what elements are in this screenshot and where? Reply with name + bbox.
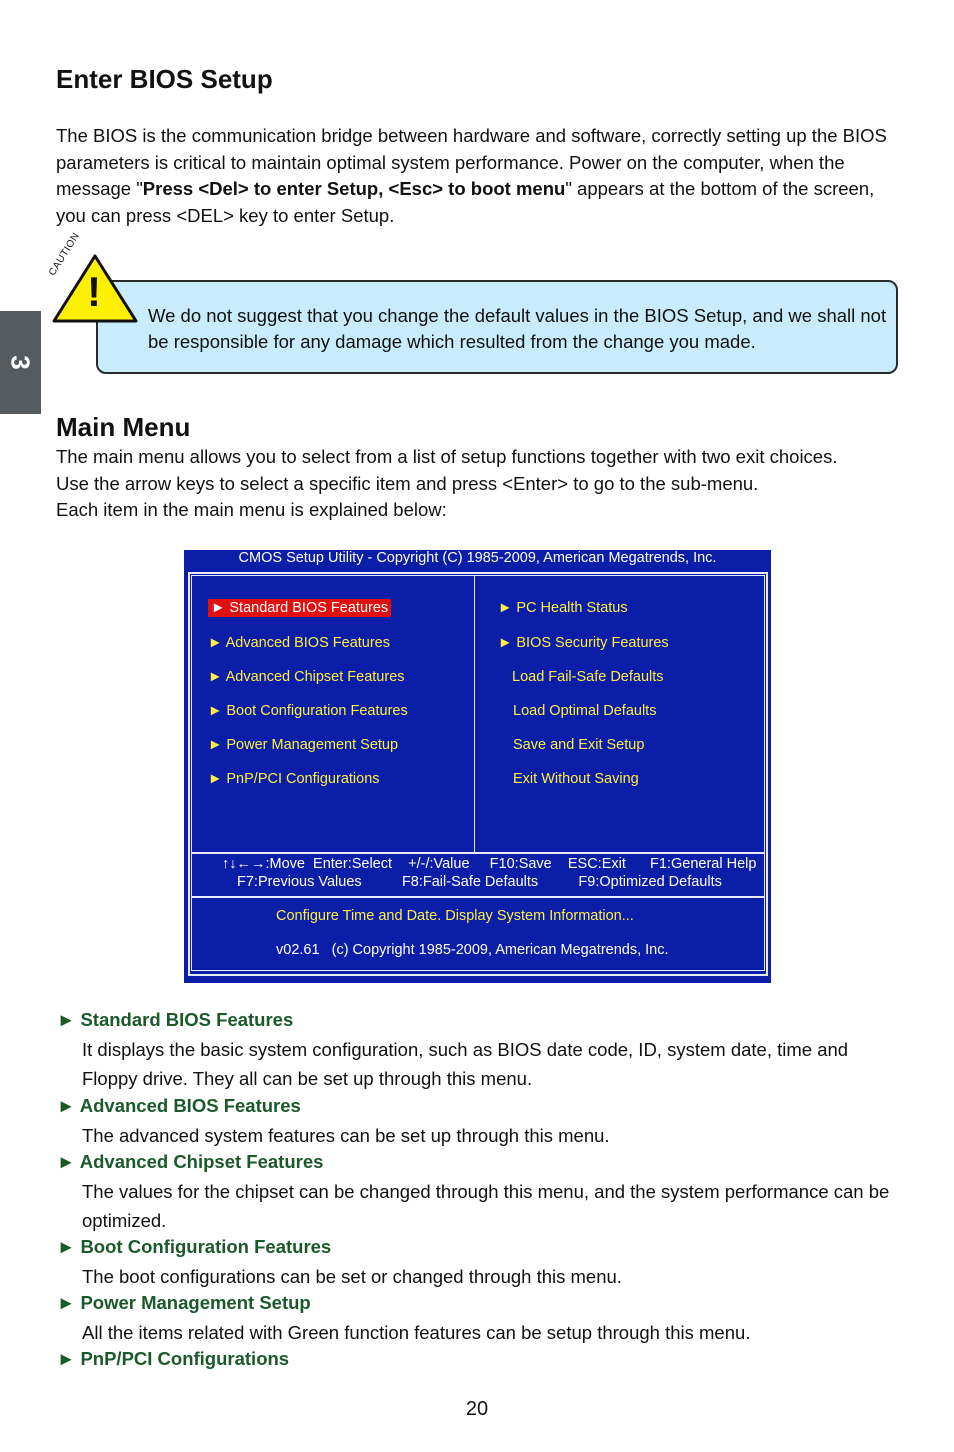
bios-item-standard[interactable]: ► Standard BIOS Features (208, 599, 391, 617)
chapter-tab (0, 311, 41, 414)
intro-bold-message: Press <Del> to enter Setup, <Esc> to boot menu (142, 178, 566, 199)
section-body: The values for the chipset can be changed through this menu, and the system performance can be optimized. (82, 1181, 890, 1231)
heading-main-menu: Main Menu (56, 412, 191, 442)
bios-item-power-mgmt[interactable]: ► Power Management Setup (208, 737, 399, 753)
main-intro-line: Each item in the main menu is explained below: (56, 499, 447, 520)
section-title: ► Advanced Chipset Features (57, 1151, 324, 1172)
chapter-number: 3 (6, 355, 36, 370)
bios-screen (184, 550, 771, 983)
section-title: ► Boot Configuration Features (57, 1236, 332, 1257)
bios-item-load-optimal[interactable]: Load Optimal Defaults (513, 703, 657, 719)
main-intro-line: Use the arrow keys to select a specific item and press <Enter> to go to the sub-menu. (56, 472, 759, 494)
bios-description: Configure Time and Date. Display System Information... (276, 908, 634, 924)
bios-item-pnp-pci[interactable]: ► PnP/PCI Configurations (208, 771, 380, 787)
intro-text-1: The BIOS is the communication bridge between hardware and software, correctly setting up the BIOS parameters is critical to maintain optimal system performance. Power on the computer, when the message " (56, 125, 887, 199)
section-title: ► PnP/PCI Configurations (57, 1348, 290, 1369)
section-title: ► Power Management Setup (57, 1292, 311, 1313)
section-title: ► Advanced BIOS Features (57, 1095, 301, 1116)
bios-item-advanced-bios[interactable]: ► Advanced BIOS Features (208, 635, 391, 651)
main-intro (56, 444, 916, 524)
caution-mark: ! (87, 268, 101, 315)
section-body: The boot configurations can be set or changed through this menu. (82, 1266, 622, 1287)
section-title: ► Standard BIOS Features (57, 1009, 294, 1030)
bios-help-line-2: F7:Previous Values F8:Fail-Safe Defaults F9:Optimized Defaults (237, 874, 722, 890)
page-number: 20 (465, 1398, 489, 1420)
heading-enter-bios: Enter BIOS Setup (56, 64, 273, 94)
section-body: The advanced system features can be set up through this menu. (82, 1125, 610, 1146)
section-body: It displays the basic system configuration, such as BIOS date code, ID, system date, time and Floppy drive. They all can be set up through this menu. (82, 1039, 849, 1089)
bios-title: CMOS Setup Utility - Copyright (C) 1985-2009, American Megatrends, Inc. (238, 550, 717, 566)
section-body: All the items related with Green function features can be setup through this menu. (82, 1322, 751, 1343)
intro-paragraph (56, 123, 896, 229)
bios-item-boot-config[interactable]: ► Boot Configuration Features (208, 703, 408, 719)
bios-help-line-1: ↑↓←→:Move Enter:Select +/-/:Value F10:Save ESC:Exit F1:General Help (222, 856, 757, 872)
bios-item-pc-health[interactable]: ► PC Health Status (498, 600, 628, 616)
intro-text-2: " appears at the bottom of the screen, you can press <DEL> key to enter Setup. (56, 178, 875, 226)
main-intro-line: The main menu allows you to select from a list of setup functions together with two exit choices. (56, 446, 838, 467)
bios-version: v02.61 (c) Copyright 1985-2009, American Megatrends, Inc. (276, 942, 669, 958)
bios-item-security[interactable]: ► BIOS Security Features (498, 635, 669, 651)
bios-item-advanced-chipset[interactable]: ► Advanced Chipset Features (208, 669, 405, 685)
bios-item-save-exit[interactable]: Save and Exit Setup (513, 737, 645, 753)
bios-item-exit-nosave[interactable]: Exit Without Saving (513, 771, 639, 787)
caution-text: We do not suggest that you change the default values in the BIOS Setup, and we shall not be responsible for any damage which resulted from the change you made. (148, 305, 887, 352)
caution-label: CAUTION (47, 230, 83, 278)
bios-item-load-failsafe[interactable]: Load Fail-Safe Defaults (512, 669, 664, 685)
